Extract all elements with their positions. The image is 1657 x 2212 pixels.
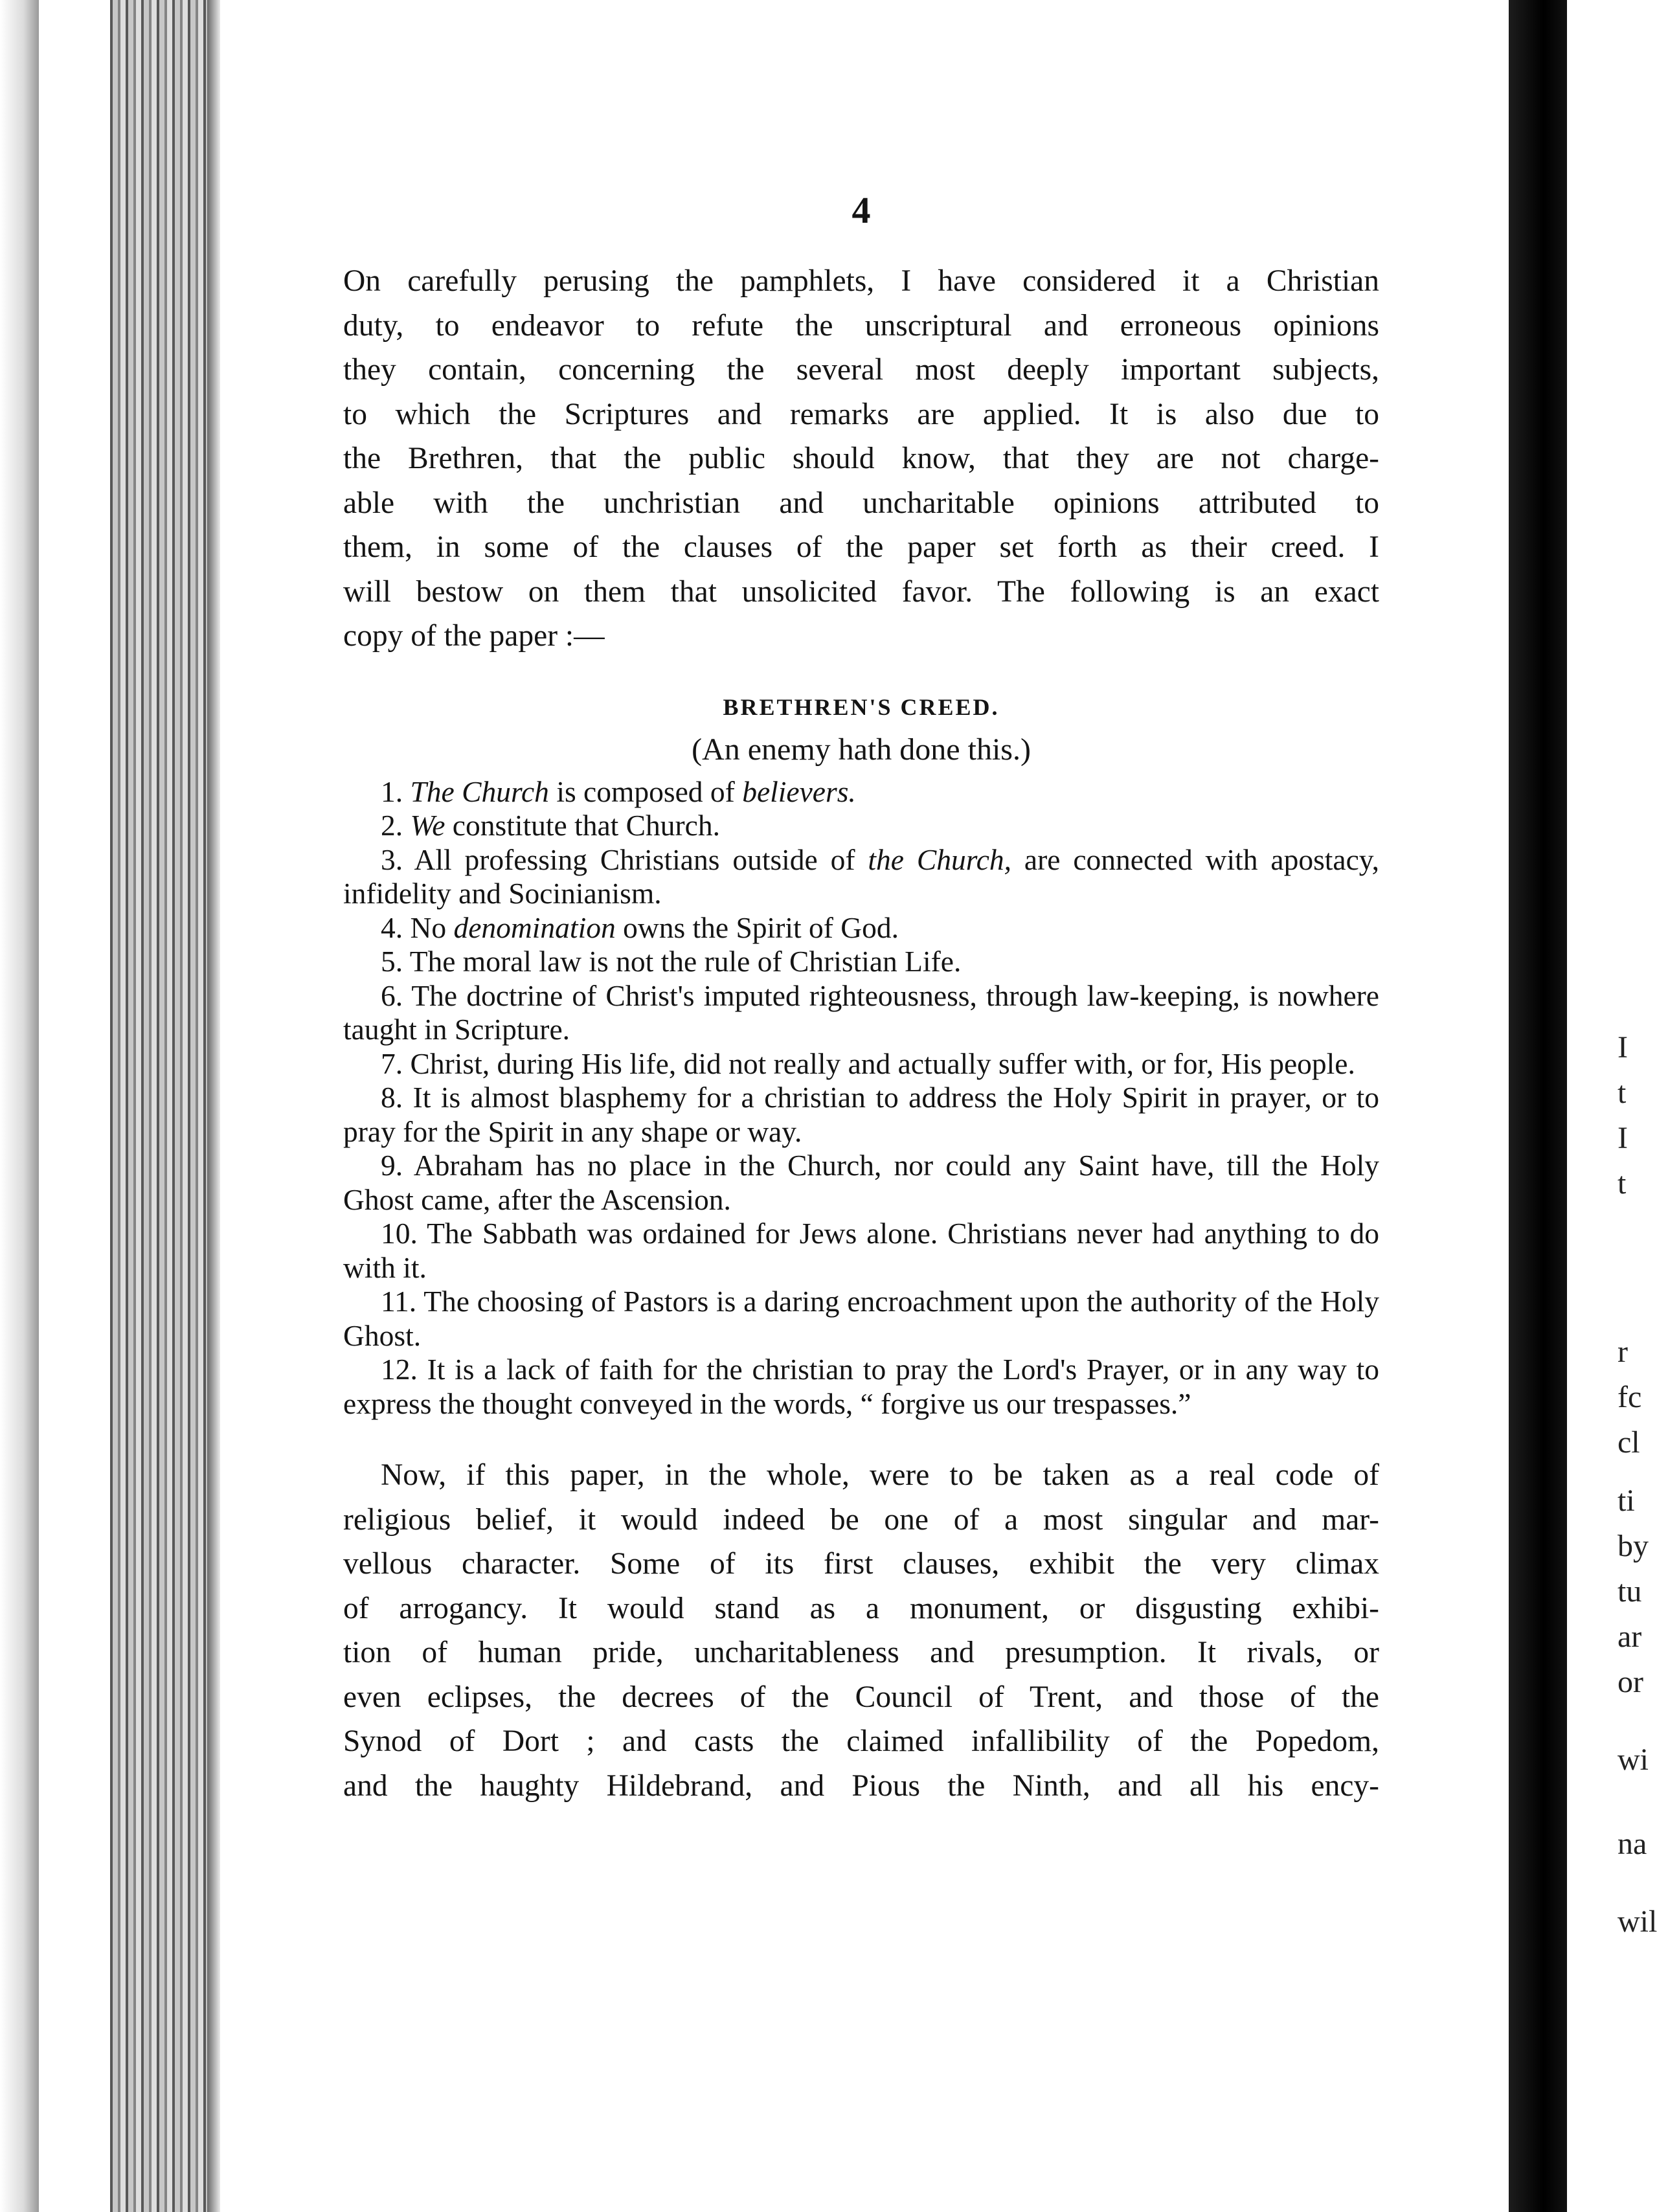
creed-item-text: The doctrine of Christ's imputed righteousness, through law-keeping, is nowhere taught in Scripture. [343, 978, 1379, 1046]
creed-item-9 [343, 1149, 1379, 1217]
page-stack-edge [110, 0, 207, 2212]
creed-item-text: The choosing of Pastors is a daring encroachment upon the authority of the Holy Ghost. [343, 1285, 1379, 1352]
facing-fragment: t [1618, 1076, 1627, 1110]
creed-item-5 [343, 945, 1379, 979]
creed-item-text: Abraham has no place in the Church, nor could any Saint have, till the Holy Ghost came, after the Ascension. [343, 1149, 1379, 1216]
facing-fragment: cl [1618, 1425, 1640, 1460]
facing-fragment: wil [1618, 1904, 1657, 1939]
closing-line: even eclipses, the decrees of the Council of Trent, and those of the [343, 1680, 1379, 1714]
book-left-edge [0, 0, 39, 2212]
facing-fragment: ar [1618, 1620, 1642, 1654]
creed-subtitle: (An enemy hath done this.) [692, 732, 1031, 767]
intro-paragraph [343, 259, 1379, 659]
creed-item-text: It is a lack of faith for the christian to pray the Lord's Prayer, or in any way to express the thought conveyed in the words, “ forgive us our trespasses.” [343, 1353, 1380, 1420]
intro-line: them, in some of the clauses of the paper set forth as their creed. I [343, 530, 1379, 564]
creed-item-italic-text: believers. [742, 774, 856, 808]
facing-fragment: fc [1618, 1380, 1642, 1414]
creed-item-text: is composed of [548, 774, 743, 808]
facing-fragment: by [1618, 1529, 1649, 1563]
creed-item-4 [343, 911, 1379, 945]
creed-item-text: are connected with apostacy, infidelity and Socinianism. [343, 842, 1379, 910]
page-number: 4 [851, 189, 871, 231]
facing-page-fragments [1567, 0, 1657, 2212]
creed-item-number: 7. [381, 1046, 411, 1080]
creed-item-number: 8. [381, 1081, 413, 1114]
facing-fragment: ti [1618, 1484, 1635, 1518]
creed-item-1 [343, 775, 1379, 809]
creed-item-number: 12. [381, 1353, 427, 1386]
creed-title: BRETHREN'S CREED. [723, 694, 1000, 720]
creed-item-11 [343, 1285, 1379, 1353]
intro-line: copy of the paper :— [343, 619, 605, 653]
intro-line: able with the unchristian and uncharitable opinions attributed to [343, 486, 1379, 520]
creed-item-text: All professing Christians outside of [414, 842, 868, 876]
closing-line: and the haughty Hildebrand, and Pious the Ninth, and all his ency- [343, 1768, 1379, 1803]
closing-line: vellous character. Some of its first clauses, exhibit the very climax [343, 1547, 1379, 1581]
facing-fragment: I [1618, 1121, 1628, 1155]
creed-item-italic-text: The Church [410, 774, 549, 808]
facing-page-shadow [1509, 0, 1567, 2212]
creed-item-text: The Sabbath was ordained for Jews alone. Christians never had anything to do with it. [343, 1217, 1379, 1284]
closing-paragraph [343, 1453, 1379, 1808]
creed-item-8 [343, 1081, 1379, 1149]
creed-item-number: 6. [381, 978, 412, 1012]
creed-item-2 [343, 809, 1379, 843]
creed-item-10 [343, 1217, 1379, 1285]
intro-line: On carefully perusing the pamphlets, I have considered it a Christian [343, 264, 1379, 298]
closing-line: of arrogancy. It would stand as a monument, or disgusting exhibi- [343, 1591, 1379, 1625]
creed-item-12 [343, 1353, 1379, 1421]
creed-item-italic-text: We [410, 809, 445, 842]
creed-item-italic-text: the Church, [868, 842, 1012, 876]
intro-line: the Brethren, that the public should know, that they are not charge- [343, 442, 1379, 475]
intro-line: will bestow on them that unsolicited favor. The following is an exact [343, 574, 1379, 609]
creed-item-number: 9. [381, 1149, 414, 1182]
book-gutter [207, 0, 220, 2212]
creed-item-text: constitute that Church. [445, 809, 721, 842]
facing-fragment: tu [1618, 1574, 1642, 1608]
facing-fragment: I [1618, 1030, 1628, 1065]
creed-item-text: The moral law is not the rule of Christian Life. [409, 945, 962, 978]
creed-item-number: 4. [381, 910, 411, 944]
creed-item-number: 5. [381, 945, 410, 978]
closing-line: religious belief, it would indeed be one of a most singular and mar- [343, 1502, 1379, 1537]
closing-line: Synod of Dort ; and casts the claimed infallibility of the Popedom, [343, 1724, 1379, 1758]
creed-item-text: owns the Spirit of God. [615, 910, 899, 944]
facing-fragment: wi [1618, 1743, 1649, 1777]
creed-item-number: 1. [381, 774, 411, 808]
facing-fragment: r [1618, 1335, 1628, 1369]
closing-line: Now, if this paper, in the whole, were to be taken as a real code of [381, 1458, 1379, 1492]
creed-item-number: 11. [381, 1285, 424, 1318]
creed-item-number: 3. [381, 842, 414, 876]
closing-line: tion of human pride, uncharitableness and presumption. It rivals, or [343, 1636, 1379, 1669]
page-text-block [343, 188, 1379, 1808]
facing-fragment: na [1618, 1827, 1647, 1861]
creed-item-3 [343, 843, 1379, 911]
facing-fragment: or [1618, 1665, 1643, 1699]
creed-item-7 [343, 1047, 1379, 1081]
creed-item-italic-text: denomination [453, 910, 616, 944]
intro-line: to which the Scriptures and remarks are applied. It is also due to [343, 397, 1379, 431]
creed-list [343, 775, 1379, 1421]
creed-item-text: No [410, 910, 454, 944]
intro-line: they contain, concerning the several most deeply important subjects, [343, 353, 1379, 387]
creed-item-6 [343, 979, 1379, 1047]
creed-item-number: 10. [381, 1217, 427, 1250]
intro-line: duty, to endeavor to refute the unscriptural and erroneous opinions [343, 308, 1379, 343]
facing-fragment: t [1618, 1166, 1627, 1201]
creed-item-text: It is almost blasphemy for a christian to address the Holy Spirit in prayer, or to pray for the Spirit in any shape or way. [343, 1081, 1380, 1148]
creed-item-number: 2. [381, 809, 411, 842]
creed-item-text: Christ, during His life, did not really and actually suffer with, or for, His people. [410, 1046, 1355, 1080]
